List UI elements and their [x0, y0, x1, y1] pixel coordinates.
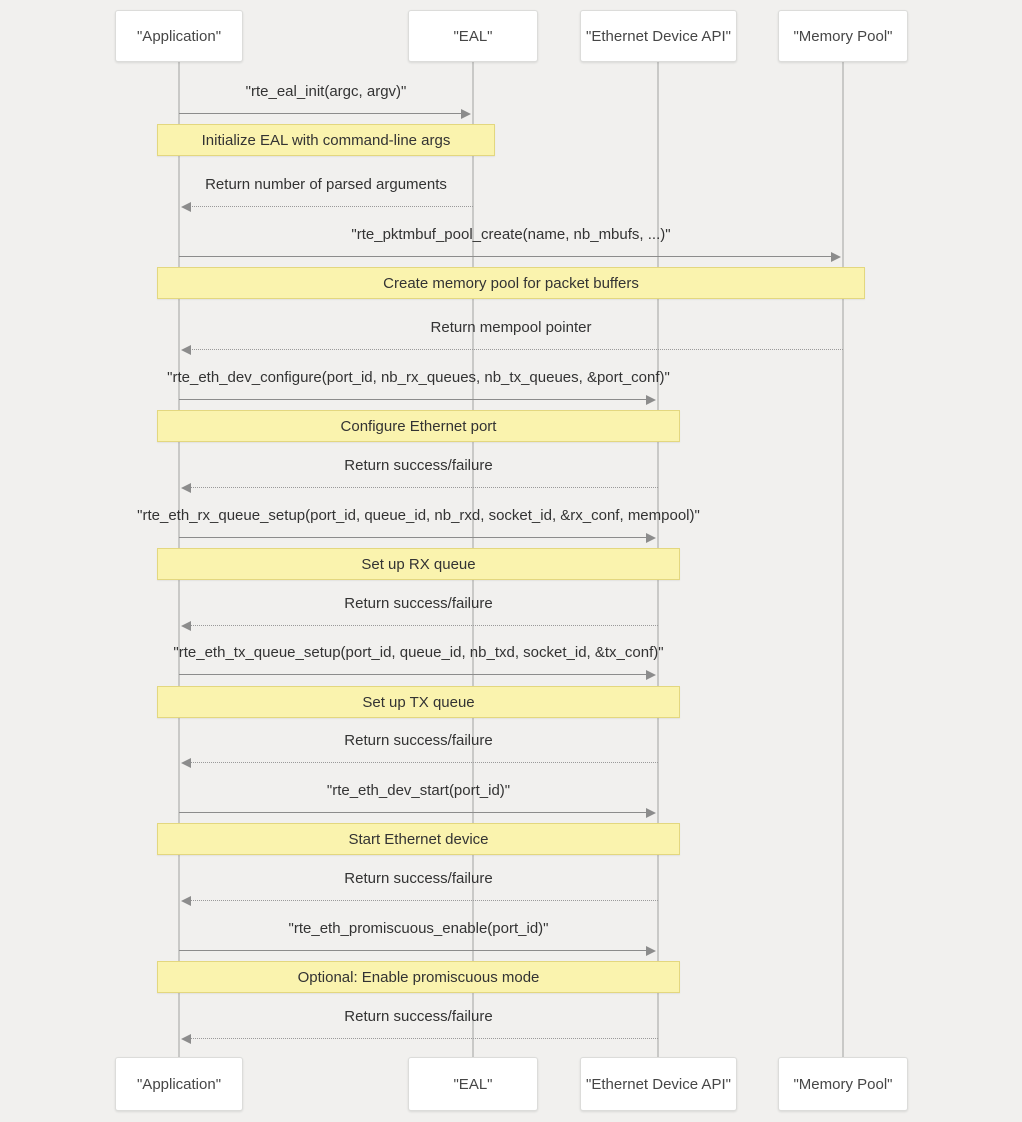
arrowhead-left-icon: [181, 345, 191, 355]
message-label: Return number of parsed arguments: [205, 176, 447, 193]
participant-box-app-bottom: [115, 1057, 243, 1111]
arrowhead-left-icon: [181, 483, 191, 493]
message-arrow-line: [179, 950, 647, 951]
message-arrow-line: [179, 256, 832, 257]
note-text: Initialize EAL with command-line args: [201, 132, 451, 149]
message-arrow-line: [179, 812, 647, 813]
participant-label: "EAL": [453, 1075, 493, 1093]
message-arrow-line: [179, 537, 647, 538]
participant-box-mem-bottom: [778, 1057, 908, 1111]
arrowhead-left-icon: [181, 758, 191, 768]
participant-label: "Memory Pool": [793, 27, 893, 45]
message-arrow-line: [179, 674, 647, 675]
note-box: [157, 548, 680, 580]
arrowhead-right-icon: [646, 533, 656, 543]
note-text: Configure Ethernet port: [340, 418, 497, 435]
arrowhead-right-icon: [831, 252, 841, 262]
message-return-line: [190, 206, 473, 207]
arrowhead-left-icon: [181, 896, 191, 906]
participant-box-eal-top: [408, 10, 538, 62]
participant-label: "Memory Pool": [793, 1075, 893, 1093]
message-return-line: [190, 625, 658, 626]
note-box: [157, 823, 680, 855]
note-box: [157, 961, 680, 993]
note-text: Create memory pool for packet buffers: [383, 275, 639, 292]
note-box: [157, 267, 865, 299]
note-text: Optional: Enable promiscuous mode: [297, 969, 540, 986]
note-text: Start Ethernet device: [348, 831, 489, 848]
participant-box-eth-top: [580, 10, 737, 62]
message-label: Return success/failure: [344, 870, 493, 887]
arrowhead-right-icon: [646, 670, 656, 680]
arrowhead-left-icon: [181, 621, 191, 631]
arrowhead-left-icon: [181, 1034, 191, 1044]
note-text: Set up TX queue: [362, 694, 475, 711]
message-label: "rte_eth_dev_start(port_id)": [326, 782, 511, 799]
arrowhead-right-icon: [646, 395, 656, 405]
message-label: Return success/failure: [344, 732, 493, 749]
participant-box-eth-bottom: [580, 1057, 737, 1111]
participant-label: "Application": [136, 27, 222, 45]
message-label: "rte_eth_promiscuous_enable(port_id)": [288, 920, 549, 937]
participant-label: "Ethernet Device API": [586, 1075, 731, 1093]
message-label: "rte_eth_dev_configure(port_id, nb_rx_queues, nb_tx_queues, &port_conf)": [167, 369, 670, 386]
participant-label: "Ethernet Device API": [586, 27, 731, 45]
message-label: Return success/failure: [344, 1008, 493, 1025]
message-return-line: [190, 1038, 658, 1039]
message-label: Return mempool pointer: [430, 319, 592, 336]
message-label: Return success/failure: [344, 457, 493, 474]
note-box: [157, 686, 680, 718]
participant-label: "Application": [136, 1075, 222, 1093]
note-box: [157, 410, 680, 442]
participant-label: "EAL": [453, 27, 493, 45]
message-label: "rte_eth_tx_queue_setup(port_id, queue_id, nb_txd, socket_id, &tx_conf)": [173, 644, 664, 661]
message-return-line: [190, 487, 658, 488]
arrowhead-right-icon: [646, 808, 656, 818]
message-label: "rte_pktmbuf_pool_create(name, nb_mbufs, ...)": [351, 226, 671, 243]
arrowhead-right-icon: [461, 109, 471, 119]
message-arrow-line: [179, 113, 462, 114]
note-text: Set up RX queue: [361, 556, 476, 573]
arrowhead-left-icon: [181, 202, 191, 212]
participant-box-app-top: [115, 10, 243, 62]
participant-box-eal-bottom: [408, 1057, 538, 1111]
message-return-line: [190, 762, 658, 763]
note-box: [157, 124, 495, 156]
message-arrow-line: [179, 399, 647, 400]
arrowhead-right-icon: [646, 946, 656, 956]
message-label: "rte_eth_rx_queue_setup(port_id, queue_id, nb_rxd, socket_id, &rx_conf, mempool)": [137, 507, 700, 524]
message-return-line: [190, 900, 658, 901]
message-label: "rte_eal_init(argc, argv)": [245, 83, 407, 100]
lifeline-mem: [842, 62, 844, 1057]
message-label: Return success/failure: [344, 595, 493, 612]
participant-box-mem-top: [778, 10, 908, 62]
message-return-line: [190, 349, 843, 350]
